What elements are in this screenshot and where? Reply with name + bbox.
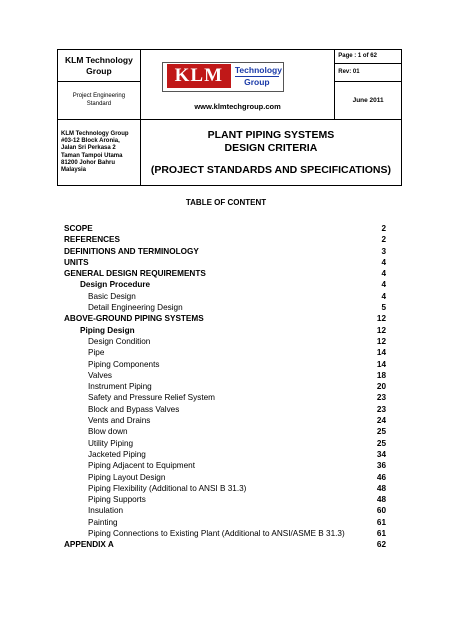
toc-entry-label: Blow down	[88, 427, 128, 437]
company-cell	[58, 50, 141, 82]
toc-entry	[64, 325, 386, 336]
toc-entry-page: 18	[376, 370, 386, 380]
toc-entry	[64, 336, 386, 347]
toc-entry-label: GENERAL DESIGN REQUIREMENTS	[64, 269, 206, 279]
toc-entry	[64, 291, 386, 302]
toc-entry	[64, 483, 386, 494]
toc-heading: TABLE OF CONTENT	[185, 198, 267, 207]
toc-entry	[64, 313, 386, 324]
toc-entry	[64, 279, 386, 290]
toc-entry-page: 4	[381, 280, 386, 290]
toc-entry	[64, 381, 386, 392]
toc-entry-page: 4	[381, 257, 386, 267]
toc-entry-label: Jacketed Piping	[88, 449, 146, 459]
toc-entry	[64, 505, 386, 516]
toc-entry	[64, 302, 386, 313]
issue-date: June 2011	[335, 82, 402, 120]
toc-entry-label: Instrument Piping	[88, 382, 152, 392]
toc-entry	[64, 234, 386, 245]
toc-entry-label: Block and Bypass Valves	[88, 404, 180, 414]
toc-entry-label: Piping Design	[80, 325, 135, 335]
toc-entry-page: 48	[376, 495, 386, 505]
toc-entry-page: 2	[381, 235, 386, 245]
toc-entry-page: 12	[376, 336, 386, 346]
toc-entry-label: Piping Flexibility (Additional to ANSI B 31.3)	[88, 483, 247, 493]
toc-entry-label: REFERENCES	[64, 235, 120, 245]
toc-entry-page: 14	[376, 348, 386, 358]
toc-entry-label: DEFINITIONS AND TERMINOLOGY	[64, 246, 199, 256]
toc-entry	[64, 438, 386, 449]
toc-entry	[64, 517, 386, 528]
toc-entry	[64, 472, 386, 483]
toc-entry-page: 20	[376, 382, 386, 392]
company-logo	[141, 59, 334, 93]
toc-entry-page: 12	[376, 314, 386, 324]
toc-entry-label: Design Procedure	[80, 280, 151, 290]
toc-entry-page: 12	[376, 325, 386, 335]
toc-entry	[64, 528, 386, 539]
toc-entry-page: 23	[376, 393, 386, 403]
title-line-2: DESIGN CRITERIA	[224, 141, 318, 154]
toc-entry-page: 36	[376, 461, 386, 471]
toc-entry	[64, 359, 386, 370]
table-of-contents	[64, 223, 386, 551]
toc-entry-label: UNITS	[64, 257, 89, 267]
toc-entry-label: Piping Supports	[88, 495, 146, 505]
toc-entry-label: APPENDIX A	[64, 540, 114, 550]
toc-entry-page: 14	[376, 359, 386, 369]
toc-entry-label: Insulation	[88, 506, 124, 516]
toc-entry-label: Safety and Pressure Relief System	[88, 393, 215, 403]
toc-entry-page: 60	[376, 506, 386, 516]
toc-entry-label: Piping Adjacent to Equipment	[88, 461, 195, 471]
toc-entry-page: 23	[376, 404, 386, 414]
toc-entry	[64, 246, 386, 257]
toc-entry-page: 46	[376, 472, 386, 482]
toc-entry-label: Painting	[88, 517, 118, 527]
toc-entry-page: 62	[376, 540, 386, 550]
toc-entry-page: 61	[376, 529, 386, 539]
logo-klm-text: KLM	[167, 64, 231, 88]
toc-entry	[64, 415, 386, 426]
toc-entry-label: Utility Piping	[88, 438, 134, 448]
document-title	[140, 120, 401, 186]
toc-entry-label: Design Condition	[88, 336, 151, 346]
toc-entry-page: 5	[381, 303, 386, 313]
toc-entry-label: Valves	[88, 370, 112, 380]
toc-entry	[64, 460, 386, 471]
website: www.klmtechgroup.com	[194, 101, 281, 111]
toc-entry-label: Piping Connections to Existing Plant (Additional to ANSI/ASME B 31.3)	[88, 529, 345, 539]
toc-entry-label: Piping Components	[88, 359, 160, 369]
logo-cell	[140, 50, 334, 120]
toc-entry-label: SCOPE	[64, 224, 93, 233]
toc-entry	[64, 257, 386, 268]
toc-entry-label: Basic Design	[88, 291, 136, 301]
company-name: KLM Technology Group	[65, 54, 133, 76]
toc-entry-label: Vents and Drains	[88, 416, 151, 426]
toc-entry	[64, 370, 386, 381]
toc-entry-page: 25	[376, 438, 386, 448]
toc-entry	[64, 426, 386, 437]
toc-entry-page: 4	[381, 291, 386, 301]
toc-entry-page: 34	[376, 449, 386, 459]
toc-entry-page: 4	[381, 269, 386, 279]
toc-entry-page: 48	[376, 483, 386, 493]
toc-entry-label: Detail Engineering Design	[88, 303, 183, 313]
title-line-3: (PROJECT STANDARDS AND SPECIFICATIONS)	[150, 163, 391, 176]
department: Project Engineering Standard	[58, 82, 141, 120]
toc-entry-label: ABOVE-GROUND PIPING SYSTEMS	[64, 314, 204, 324]
toc-entry	[64, 449, 386, 460]
revision: Rev: 01	[335, 64, 402, 82]
toc-entry-label: Piping Layout Design	[88, 472, 166, 482]
toc-entry	[64, 539, 386, 550]
logo-technology-text: Technology	[234, 64, 282, 75]
toc-entry	[64, 347, 386, 358]
toc-entry	[64, 494, 386, 505]
title-line-1: PLANT PIPING SYSTEMS	[207, 128, 335, 141]
toc-entry-page: 24	[376, 416, 386, 426]
document-header	[57, 49, 402, 186]
toc-entry	[64, 404, 386, 415]
page-number: Page : 1 of 62	[335, 50, 402, 64]
address-block: KLM Technology Group #03-12 Block Aronia, Jalan Sri Perkasa 2 Taman Tampoi Utama 81200 Johor Bahru Malaysia	[58, 120, 141, 186]
toc-entry	[64, 223, 386, 234]
logo-group-text: Group	[235, 76, 279, 88]
toc-entry-page: 61	[376, 517, 386, 527]
toc-entry	[64, 268, 386, 279]
toc-entry-page: 2	[381, 224, 386, 233]
toc-entry-page: 25	[376, 427, 386, 437]
toc-entry	[64, 392, 386, 403]
toc-entry-page: 3	[381, 246, 386, 256]
toc-entry-label: Pipe	[88, 348, 105, 358]
